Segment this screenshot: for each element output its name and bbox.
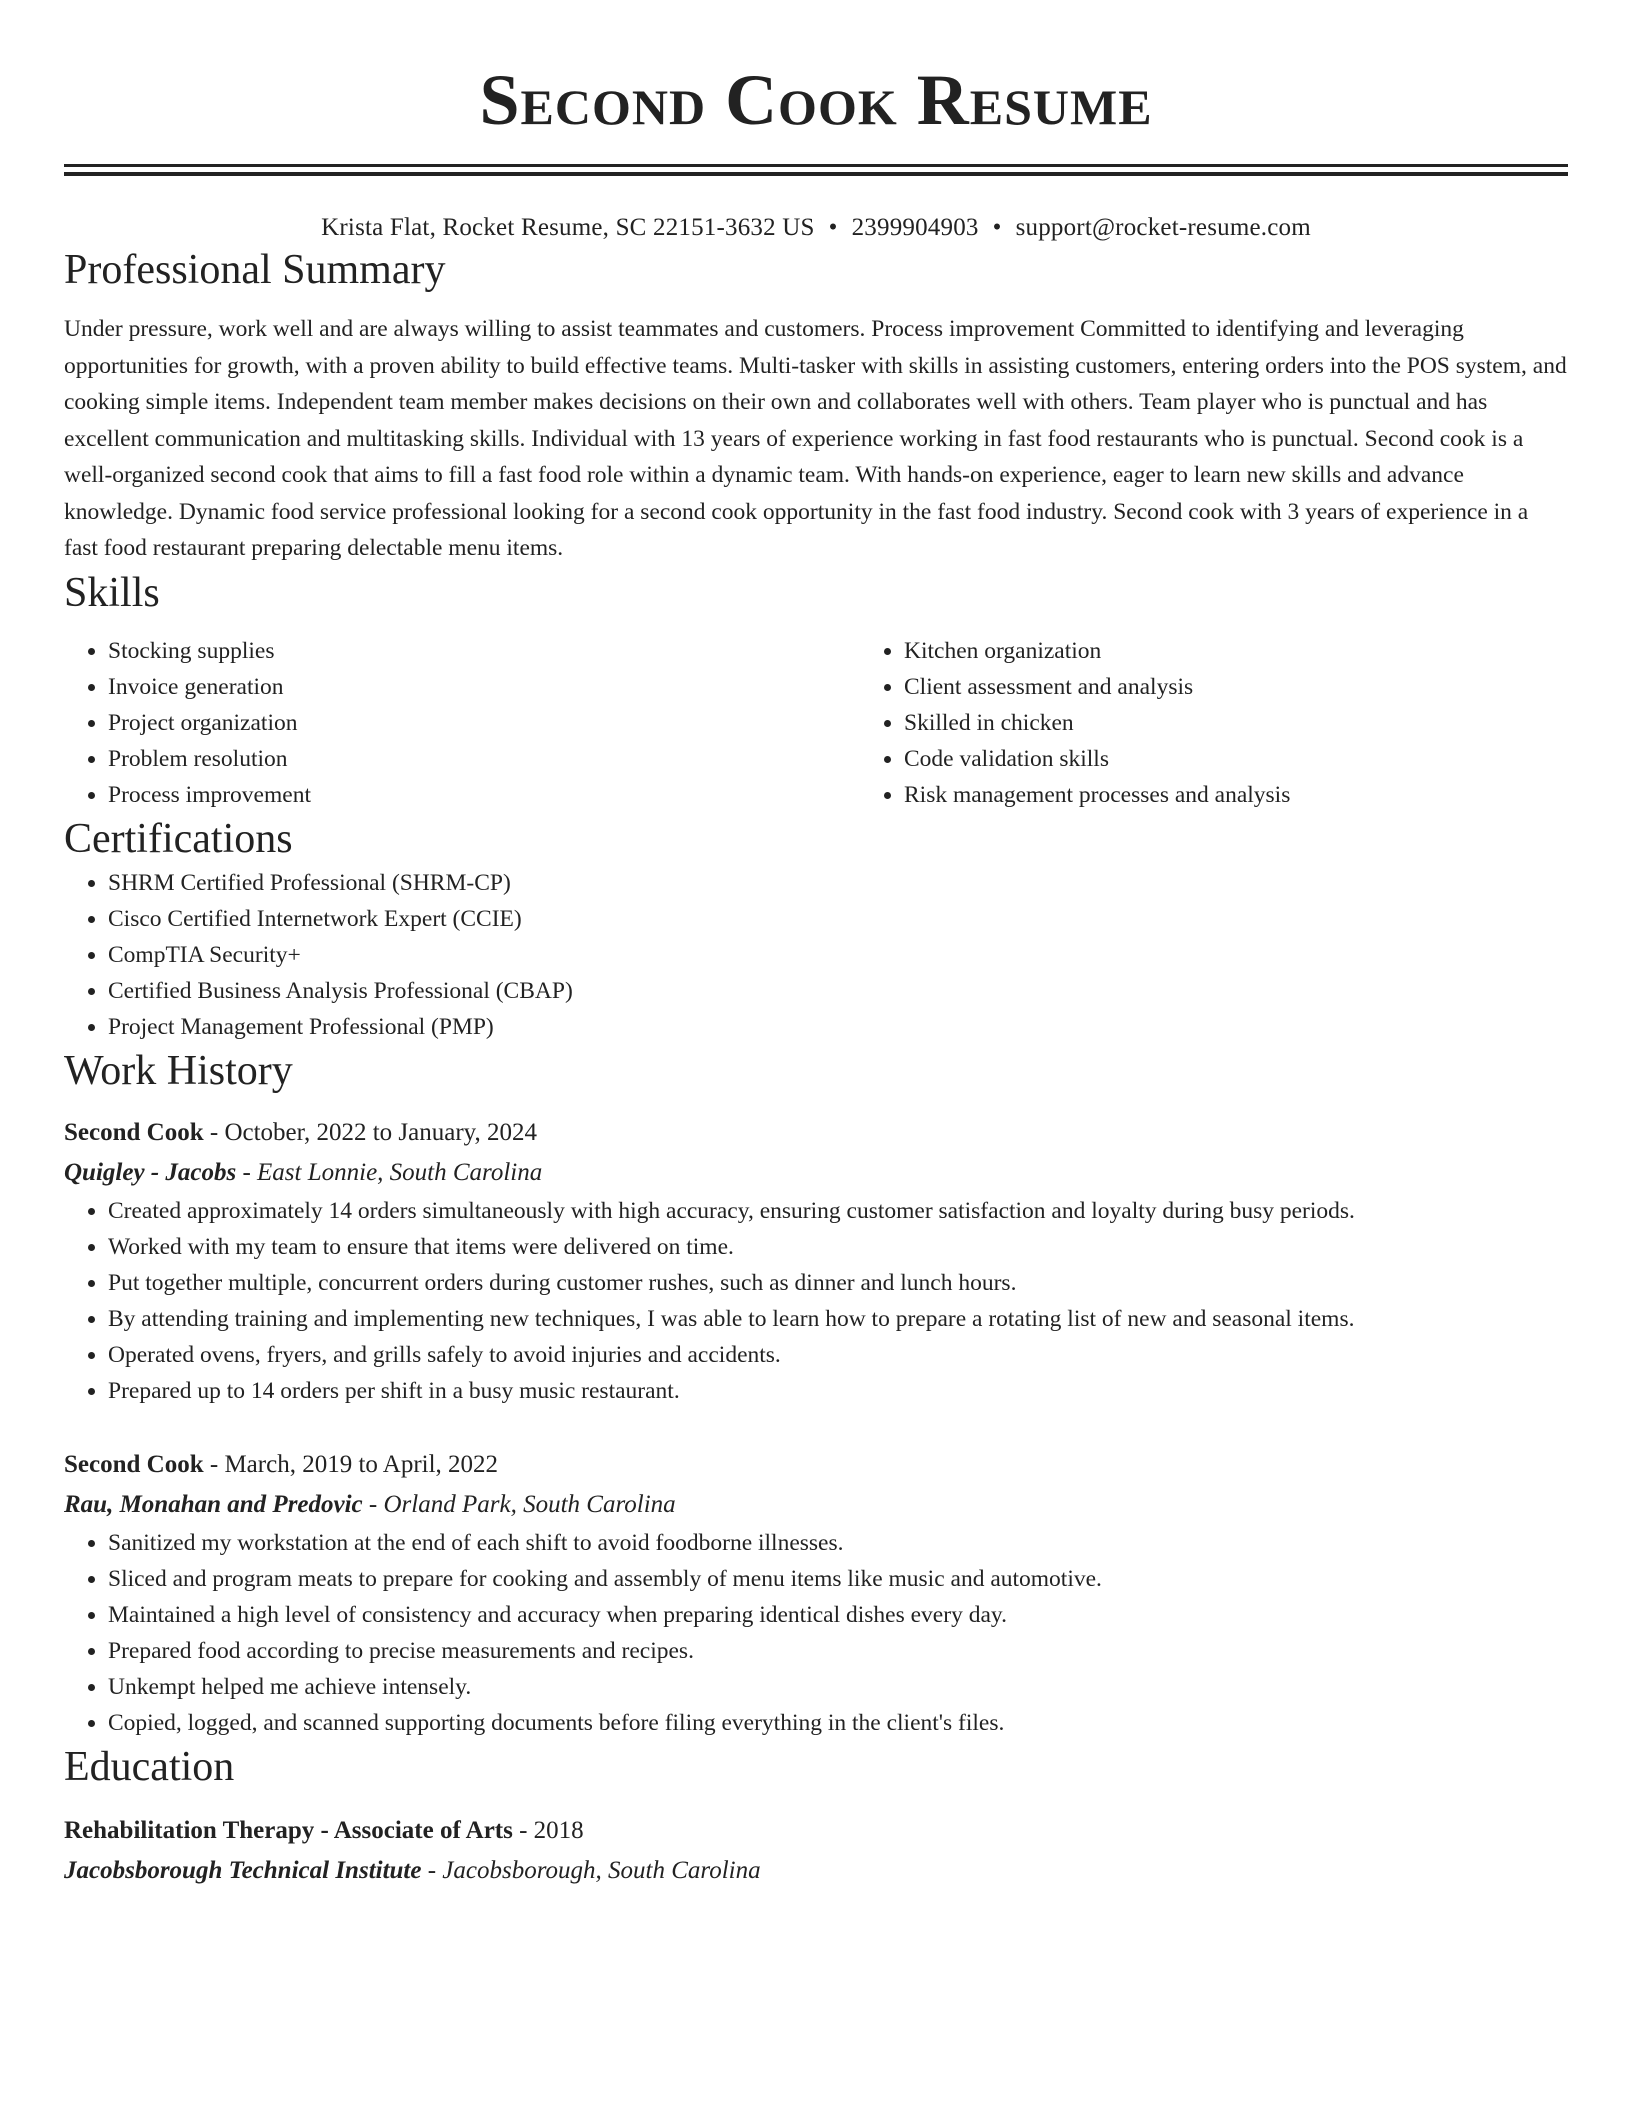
job-dates: - October, 2022 to January, 2024 [203, 1118, 538, 1146]
education-degree: Rehabilitation Therapy - Associate of Arts [64, 1816, 513, 1844]
job-entry [64, 1113, 1568, 1409]
skill-item: • Stocking supplies [108, 633, 860, 669]
job-duty: • Sliced and program meats to prepare for cooking and assembly of menu items like music and automotive. [108, 1561, 1568, 1597]
skill-item: • Project organization [108, 705, 860, 741]
contact-address: Krista Flat, Rocket Resume, SC 22151-3632 US [321, 214, 815, 241]
title-divider-bottom [64, 172, 1568, 176]
education-degree-line [64, 1811, 1568, 1851]
contact-separator: • [828, 214, 838, 241]
job-company: Quigley - Jacobs [64, 1158, 237, 1186]
skill-item: • Skilled in chicken [904, 705, 1632, 741]
skill-item: • Risk management processes and analysis [904, 777, 1632, 813]
job-title-line [64, 1113, 1568, 1153]
skill-item: • Kitchen organization [904, 633, 1632, 669]
job-duty: • Put together multiple, concurrent orders during customer rushes, such as dinner and lunch hours. [108, 1265, 1568, 1301]
education-school: Jacobsborough Technical Institute [64, 1856, 422, 1884]
summary-text: Under pressure, work well and are always willing to assist teammates and customers. Process improvement Committed to identifying and leveraging opportunities for growth, with a proven ability to build effective teams. Multi-tasker with skills in assisting customers, entering orders into the POS system, and cooking simple items. Independent team member makes decisions on their own and collaborates well with others. Team player who is punctual and has excellent communication and multitasking skills. Individual with 13 years of experience working in fast food restaurants who is punctual. Second cook is a well-organized second cook that aims to fill a fast food role within a dynamic team. With hands-on experience, eager to learn new skills and advance knowledge. Dynamic food service professional looking for a second cook opportunity in the fast food industry. Second cook with 3 years of experience in a fast food restaurant preparing delectable menu items. [64, 316, 1567, 561]
job-title-line [64, 1445, 1568, 1485]
certification-item: • SHRM Certified Professional (SHRM-CP) [108, 865, 1568, 901]
skill-item: • Process improvement [108, 777, 860, 813]
job-dates: - March, 2019 to April, 2022 [203, 1450, 499, 1478]
certification-item: • Cisco Certified Internetwork Expert (CCIE) [108, 901, 1568, 937]
skill-item: • Code validation skills [904, 741, 1632, 777]
skills-list [64, 633, 1568, 813]
job-duties [64, 1193, 1568, 1409]
job-location: - East Lonnie, South Carolina [236, 1158, 543, 1186]
skills-column-right [860, 633, 1632, 813]
contact-email: support@rocket-resume.com [1015, 214, 1311, 241]
job-company-line [64, 1485, 1568, 1525]
job-duty: • Copied, logged, and scanned supporting documents before filing everything in the client's files. [108, 1705, 1568, 1741]
job-duty: • Unkempt helped me achieve intensely. [108, 1669, 1568, 1705]
job-company: Rau, Monahan and Predovic [64, 1490, 363, 1518]
contact-phone: 2399904903 [851, 214, 979, 241]
job-title: Second Cook [64, 1118, 204, 1146]
skills-column-left [64, 633, 860, 813]
job-duty: • Sanitized my workstation at the end of each shift to avoid foodborne illnesses. [108, 1525, 1568, 1561]
education-location: - Jacobsborough, South Carolina [421, 1856, 761, 1884]
education-school-line [64, 1851, 1568, 1891]
skill-item: • Problem resolution [108, 741, 860, 777]
job-duty: • Prepared up to 14 orders per shift in a busy music restaurant. [108, 1373, 1568, 1409]
certification-item: • Certified Business Analysis Professional (CBAP) [108, 973, 1568, 1009]
job-duties [64, 1525, 1568, 1741]
job-duty: • Worked with my team to ensure that items were delivered on time. [108, 1229, 1568, 1265]
skill-item: • Invoice generation [108, 669, 860, 705]
skills-heading: Skills [64, 569, 160, 616]
job-title: Second Cook [64, 1450, 204, 1478]
work-history-heading: Work History [64, 1047, 293, 1094]
certifications-heading: Certifications [64, 815, 293, 862]
page-title: Second Cook Resume [479, 60, 1153, 140]
job-company-line [64, 1153, 1568, 1193]
certification-item: • CompTIA Security+ [108, 937, 1568, 973]
job-location: - Orland Park, South Carolina [362, 1490, 676, 1518]
job-duty: • Operated ovens, fryers, and grills safely to avoid injuries and accidents. [108, 1337, 1568, 1373]
job-duty: • Prepared food according to precise measurements and recipes. [108, 1633, 1568, 1669]
certifications-list [64, 865, 1568, 1045]
job-duty: • Maintained a high level of consistency and accuracy when preparing identical dishes every day. [108, 1597, 1568, 1633]
job-duty: • By attending training and implementing new techniques, I was able to learn how to prepare a rotating list of new and seasonal items. [108, 1301, 1568, 1337]
contact-separator: • [992, 214, 1002, 241]
summary-heading: Professional Summary [64, 247, 446, 293]
job-duty: • Created approximately 14 orders simultaneously with high accuracy, ensuring customer satisfaction and loyalty during busy periods. [108, 1193, 1568, 1229]
title-divider-top [64, 164, 1568, 167]
job-entry [64, 1445, 1568, 1741]
certification-item: • Project Management Professional (PMP) [108, 1009, 1568, 1045]
education-heading: Education [64, 1743, 235, 1790]
contact-line [64, 212, 1568, 244]
skill-item: • Client assessment and analysis [904, 669, 1632, 705]
education-year: - 2018 [512, 1816, 584, 1844]
